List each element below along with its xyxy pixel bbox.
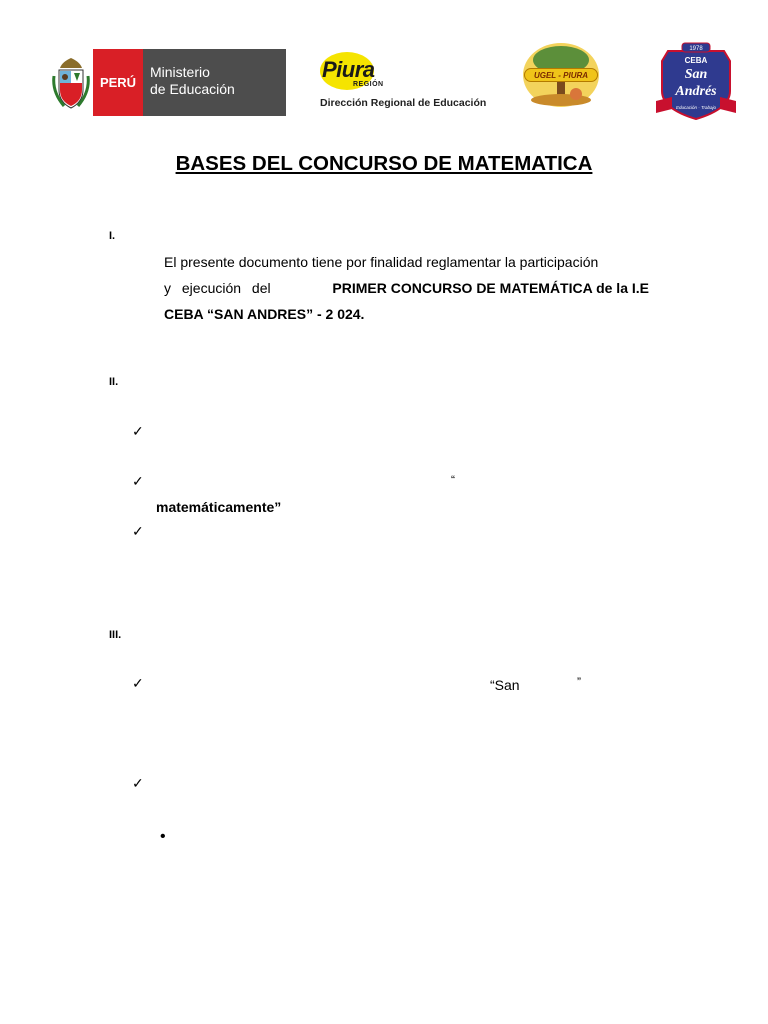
section-1-line2-plain: y ejecución del: [164, 280, 271, 296]
section-3-quote-san: “San: [490, 677, 520, 693]
section-1-numeral: I.: [109, 230, 116, 242]
ministerio-educacion-logo: [93, 49, 286, 116]
section-2-numeral: II.: [109, 376, 119, 388]
piura-region-label: REGIÓN: [353, 81, 384, 88]
ugel-piura-logo: [522, 42, 600, 108]
peru-coat-of-arms-logo: [52, 56, 90, 110]
direccion-regional-label: Dirección Regional de Educación: [320, 97, 487, 109]
piura-region-logo: [319, 51, 385, 97]
section-1-paragraph: [164, 249, 649, 327]
section-3-quote-close: ”: [577, 675, 581, 689]
minedu-country-label: PERÚ: [93, 49, 143, 116]
section-3-bullet: •: [160, 828, 166, 845]
ugel-label: UGEL - PIURA: [524, 68, 598, 82]
ceba-motto: Educación · Trabajo: [676, 105, 716, 110]
ceba-line1: CEBA: [684, 56, 708, 65]
section-2-check-1: ✓: [132, 423, 144, 439]
ceba-year: 1978: [689, 46, 703, 52]
minedu-line2: de Educación: [150, 81, 235, 97]
ceba-line3: Andrés: [675, 84, 717, 99]
section-1-line3-bold: CEBA “SAN ANDRES” - 2 024.: [164, 306, 365, 322]
section-2-check-3: ✓: [132, 523, 144, 539]
section-1-line1: El presente documento tiene por finalidad reglamentar la participación: [164, 254, 599, 270]
ceba-line2: San: [684, 67, 708, 82]
section-2-check-2: ✓: [132, 473, 144, 489]
minedu-line1: Ministerio: [150, 64, 210, 80]
section-1-line2-bold: PRIMER CONCURSO DE MATEMÁTICA de la I.E: [332, 280, 649, 296]
section-3-check-1: ✓: [132, 675, 144, 691]
section-3-check-2: ✓: [132, 775, 144, 791]
ceba-san-andres-logo: [654, 41, 738, 121]
document-title: BASES DEL CONCURSO DE MATEMATICA: [175, 152, 593, 175]
section-2-quote-open: “: [451, 473, 455, 487]
piura-word: Piura: [322, 57, 375, 82]
section-2-continuation: matemáticamente”: [156, 499, 282, 515]
section-3-numeral: III.: [109, 629, 122, 641]
